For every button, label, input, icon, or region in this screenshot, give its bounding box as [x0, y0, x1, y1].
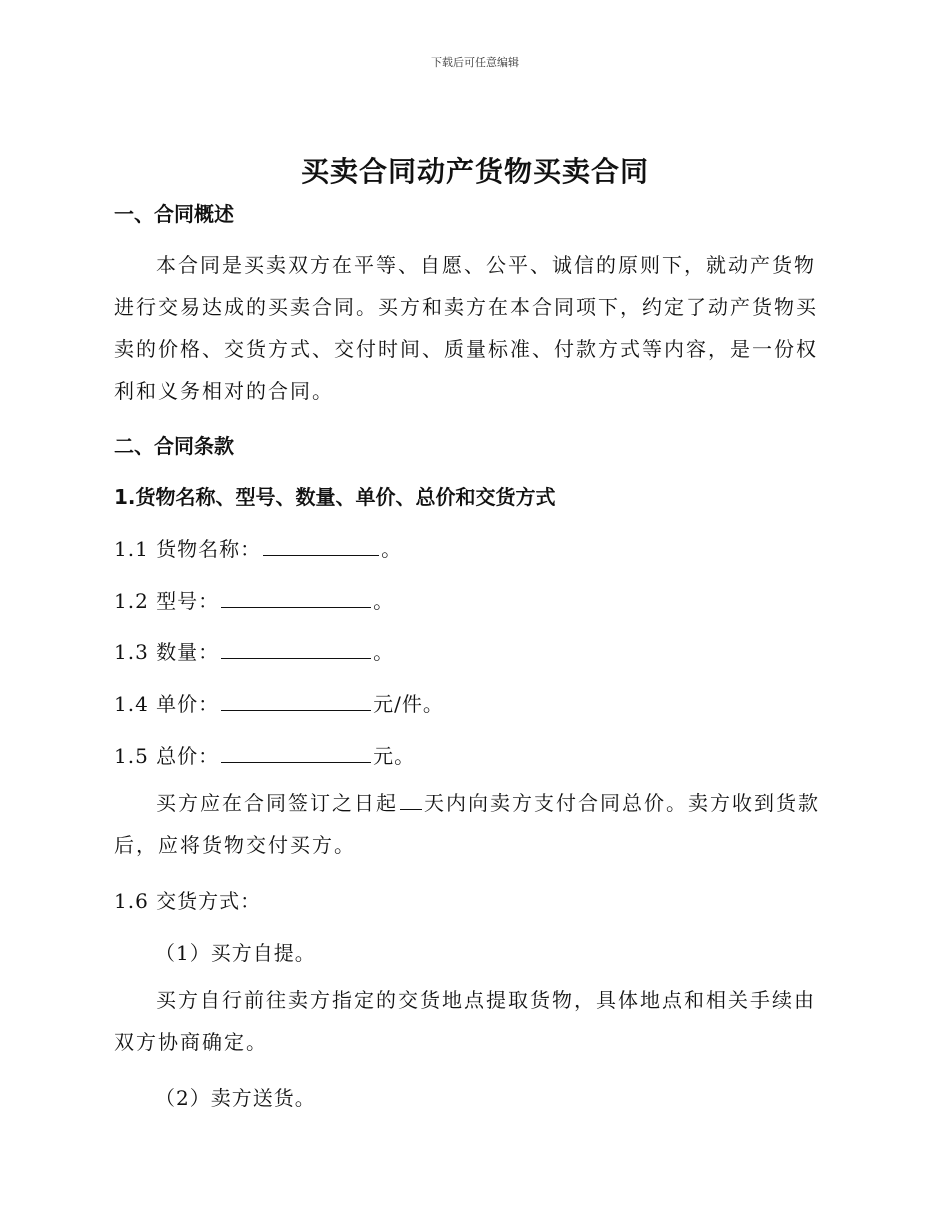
- fill-blank[interactable]: [221, 746, 371, 763]
- section1-paragraph: 本合同是买卖双方在平等、自愿、公平、诚信的原则下，就动产货物进行交易达成的买卖合同。买方和卖方在本合同项下，约定了动产货物买卖的价格、交货方式、交付时间、质量标准、付款方式等内容，是一份权利和义务相对的合同。: [114, 253, 818, 403]
- item-label: 1.1 货物名称：: [114, 537, 262, 561]
- item-label: 1.3 数量：: [114, 640, 220, 664]
- item-suffix: 。: [381, 537, 403, 561]
- payment-paragraph: [114, 782, 834, 866]
- item-label: 1.5 总价：: [114, 744, 220, 768]
- item-quantity: [114, 636, 834, 665]
- item-suffix: 。: [373, 589, 395, 613]
- item-total-price: [114, 740, 834, 769]
- section2-heading: 二、合同条款: [114, 434, 234, 458]
- fill-blank[interactable]: [263, 539, 379, 556]
- fill-blank[interactable]: [221, 591, 371, 608]
- delivery-method-label: 1.6 交货方式：: [114, 889, 262, 913]
- item-label: 1.4 单价：: [114, 692, 220, 716]
- item-goods-name: [114, 533, 834, 562]
- item-suffix: 元/件。: [373, 692, 444, 716]
- fill-blank[interactable]: [221, 642, 371, 659]
- item-model: [114, 585, 834, 614]
- document-title: 买卖合同动产货物买卖合同: [300, 155, 649, 188]
- delivery-option-1-desc: 买方自行前往卖方指定的交货地点提取货物，具体地点和相关手续由双方协商确定。: [114, 988, 816, 1054]
- fill-blank[interactable]: [221, 694, 371, 711]
- section2-subheading: 1.货物名称、型号、数量、单价、总价和交货方式: [114, 485, 556, 509]
- fill-blank-days[interactable]: [400, 793, 422, 810]
- item-suffix: 。: [373, 640, 395, 664]
- item-suffix: 元。: [373, 744, 416, 768]
- delivery-option-1: （1）买方自提。: [155, 941, 316, 965]
- delivery-option-2: （2）卖方送货。: [155, 1086, 316, 1110]
- section1-heading: 一、合同概述: [114, 202, 234, 226]
- payment-text-before: 买方应在合同签订之日起: [156, 791, 398, 815]
- item-label: 1.2 型号：: [114, 589, 220, 613]
- item-unit-price: [114, 688, 834, 717]
- header-note: 下载后可任意编辑: [431, 56, 519, 69]
- payment-text-after: 天内向卖方支付合同总价。卖方收到货款后，应将货物交付买方。: [114, 791, 820, 857]
